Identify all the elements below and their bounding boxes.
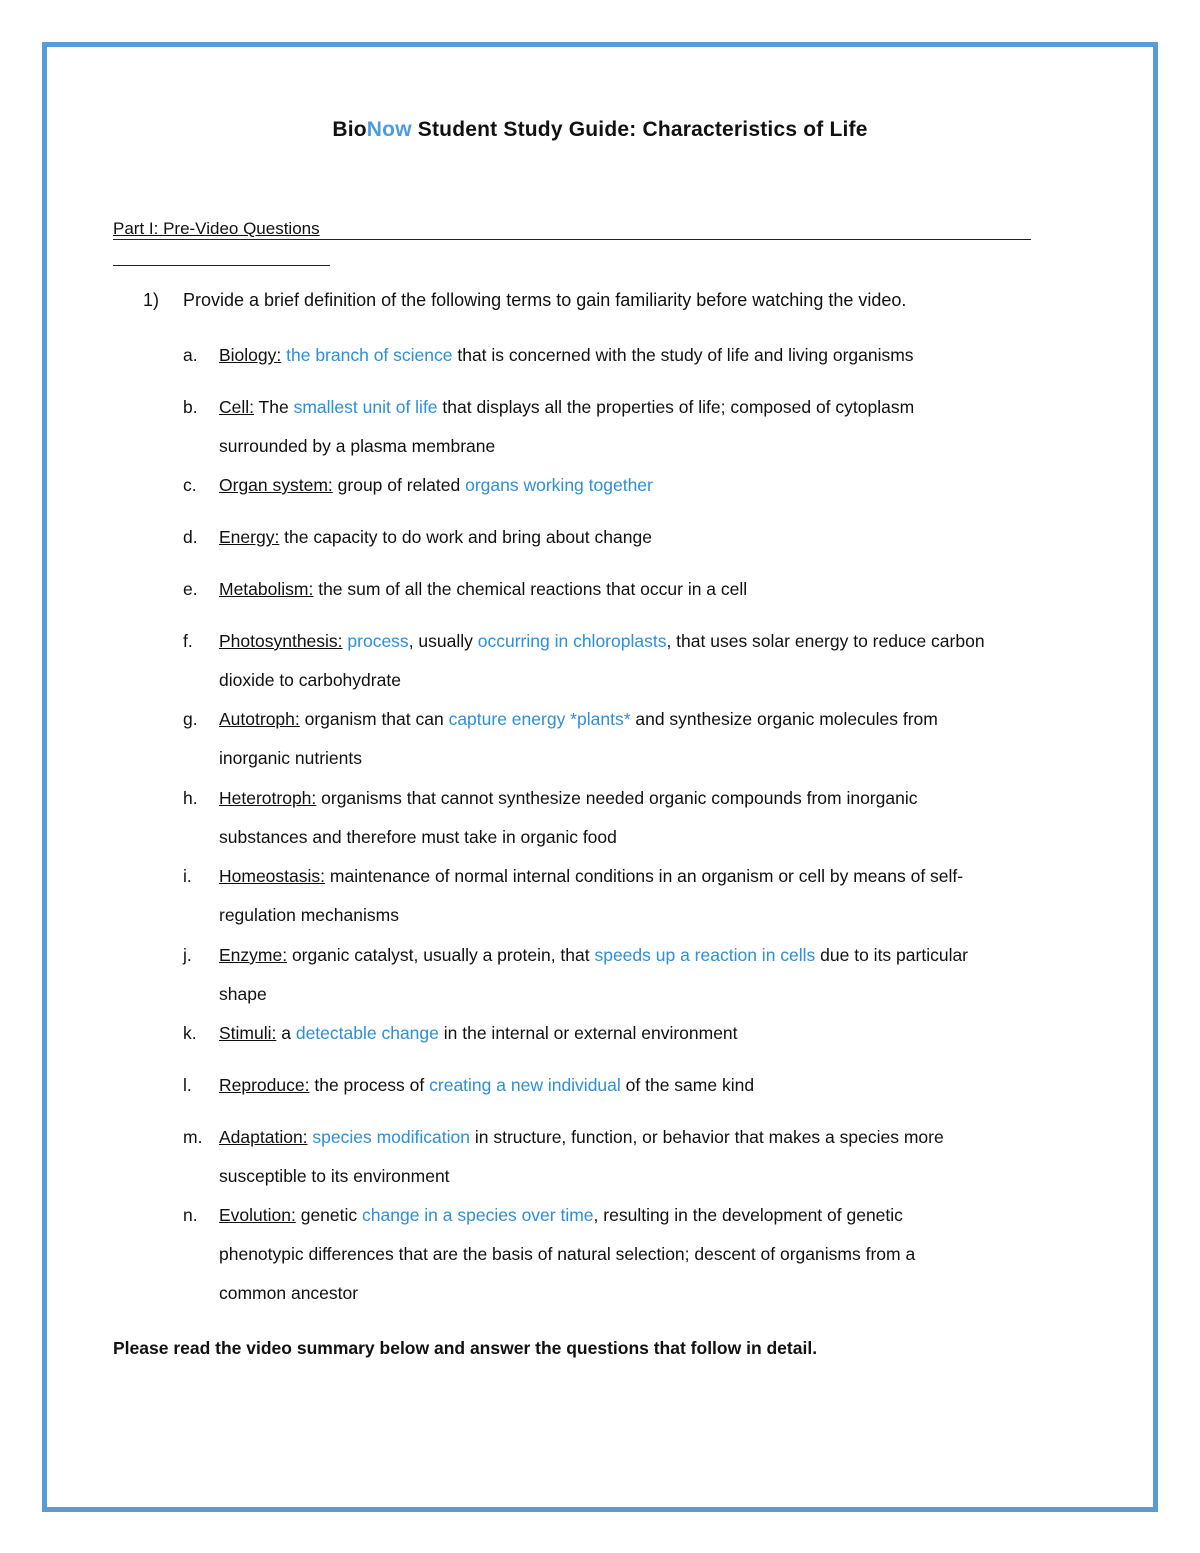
- term-name: Heterotroph:: [219, 788, 317, 808]
- definition-text: the capacity to do work and bring about change: [279, 527, 652, 547]
- definition-text: a: [276, 1023, 296, 1043]
- definition-text: , resulting in the development of genetic: [593, 1205, 903, 1225]
- term-letter: b.: [183, 397, 198, 417]
- definition-text: surrounded by a plasma membrane: [219, 436, 496, 456]
- highlighted-text: detectable change: [295, 1023, 439, 1043]
- term-name: Metabolism:: [219, 579, 314, 599]
- term-letter: c.: [183, 475, 197, 495]
- term-name: Adaptation:: [219, 1127, 308, 1147]
- highlighted-text: occurring in chloroplasts: [477, 631, 667, 651]
- highlighted-text: organs working together: [465, 475, 653, 495]
- definition-text: inorganic nutrients: [219, 748, 362, 768]
- term-definition: [219, 1126, 1099, 1204]
- highlighted-text: speeds up a reaction in cells: [594, 945, 816, 965]
- definition-text: susceptible to its environment: [219, 1166, 450, 1186]
- term-name: Autotroph:: [219, 709, 300, 729]
- term-letter: d.: [183, 527, 198, 547]
- definition-text: maintenance of normal internal conditions in an organism or cell by means of self-: [325, 866, 964, 886]
- definition-text: common ancestor: [219, 1283, 359, 1303]
- term-definition: [219, 630, 1099, 708]
- term-letter: j.: [183, 945, 192, 965]
- question-1: [143, 289, 906, 311]
- term-name: Energy:: [219, 527, 280, 547]
- definition-text: shape: [219, 984, 267, 1004]
- definition-text: organisms that cannot synthesize needed organic compounds from inorganic: [316, 788, 918, 808]
- definition-text: of the same kind: [620, 1075, 755, 1095]
- definition-text: organism that can: [299, 709, 449, 729]
- highlighted-text: the branch of science: [281, 345, 453, 365]
- definition-text: the sum of all the chemical reactions that occur in a cell: [313, 579, 748, 599]
- term-name: Organ system:: [219, 475, 333, 495]
- definition-text: phenotypic differences that are the basis of natural selection; descent of organisms from a: [219, 1244, 916, 1264]
- term-letter: a.: [183, 345, 198, 365]
- title-rest: Student Study Guide: Characteristics of Life: [411, 118, 868, 141]
- term-definition: [219, 708, 1099, 786]
- term-definition: [219, 1022, 1099, 1061]
- question-number: 1): [143, 290, 160, 310]
- term-name: Homeostasis:: [219, 866, 326, 886]
- definition-text: group of related: [332, 475, 466, 495]
- term-definition: [219, 578, 1099, 617]
- highlighted-text: process: [342, 631, 409, 651]
- highlighted-text: capture energy *plants*: [448, 709, 631, 729]
- term-definition: [219, 474, 1099, 513]
- question-text: Provide a brief definition of the following terms to gain familiarity before watching the video.: [183, 290, 907, 310]
- term-definition: [219, 944, 1099, 1022]
- definition-text: and synthesize organic molecules from: [630, 709, 938, 729]
- term-definition: [219, 1204, 1099, 1321]
- definition-text: dioxide to carbohydrate: [219, 670, 401, 690]
- term-name: Photosynthesis:: [219, 631, 343, 651]
- term-definition: [219, 1074, 1099, 1113]
- definition-text: substances and therefore must take in organic food: [219, 827, 617, 847]
- title-now: Now: [366, 118, 412, 141]
- definition-text: The: [254, 397, 294, 417]
- title-bio: Bio: [332, 118, 367, 141]
- term-definition: [219, 865, 1099, 943]
- definition-text: the process of: [309, 1075, 430, 1095]
- part-heading: Part I: Pre-Video Questions: [113, 219, 1031, 240]
- term-name: Reproduce:: [219, 1075, 310, 1095]
- definition-text: that displays all the properties of life; composed of cytoplasm: [437, 397, 915, 417]
- highlighted-text: creating a new individual: [429, 1075, 621, 1095]
- definition-text: in the internal or external environment: [438, 1023, 738, 1043]
- term-letter: m.: [183, 1127, 203, 1147]
- definition-text: , usually: [408, 631, 478, 651]
- highlighted-text: change in a species over time: [362, 1205, 594, 1225]
- term-name: Enzyme:: [219, 945, 288, 965]
- term-definition: [219, 344, 1099, 383]
- highlighted-text: species modification: [307, 1127, 470, 1147]
- heading-rule: [113, 265, 330, 266]
- term-definition: [219, 526, 1099, 565]
- term-definition: [219, 396, 1099, 474]
- term-letter: f.: [183, 631, 193, 651]
- highlighted-text: smallest unit of life: [293, 397, 438, 417]
- definition-text: regulation mechanisms: [219, 905, 399, 925]
- term-letter: l.: [183, 1075, 192, 1095]
- page-title: [0, 118, 1200, 142]
- definition-text: that is concerned with the study of life and living organisms: [452, 345, 914, 365]
- definition-text: in structure, function, or behavior that makes a species more: [470, 1127, 944, 1147]
- term-letter: g.: [183, 709, 198, 729]
- definition-text: due to its particular: [815, 945, 969, 965]
- term-letter: e.: [183, 579, 198, 599]
- definition-text: , that uses solar energy to reduce carbon: [666, 631, 985, 651]
- definition-text: organic catalyst, usually a protein, that: [287, 945, 595, 965]
- closing-instruction: Please read the video summary below and answer the questions that follow in detail.: [113, 1338, 818, 1358]
- term-letter: i.: [183, 866, 192, 886]
- term-name: Evolution:: [219, 1205, 296, 1225]
- term-name: Cell:: [219, 397, 255, 417]
- term-name: Biology:: [219, 345, 282, 365]
- term-letter: k.: [183, 1023, 197, 1043]
- term-name: Stimuli:: [219, 1023, 277, 1043]
- definition-text: genetic: [295, 1205, 363, 1225]
- term-definition: [219, 787, 1099, 865]
- term-letter: n.: [183, 1205, 198, 1225]
- term-letter: h.: [183, 788, 198, 808]
